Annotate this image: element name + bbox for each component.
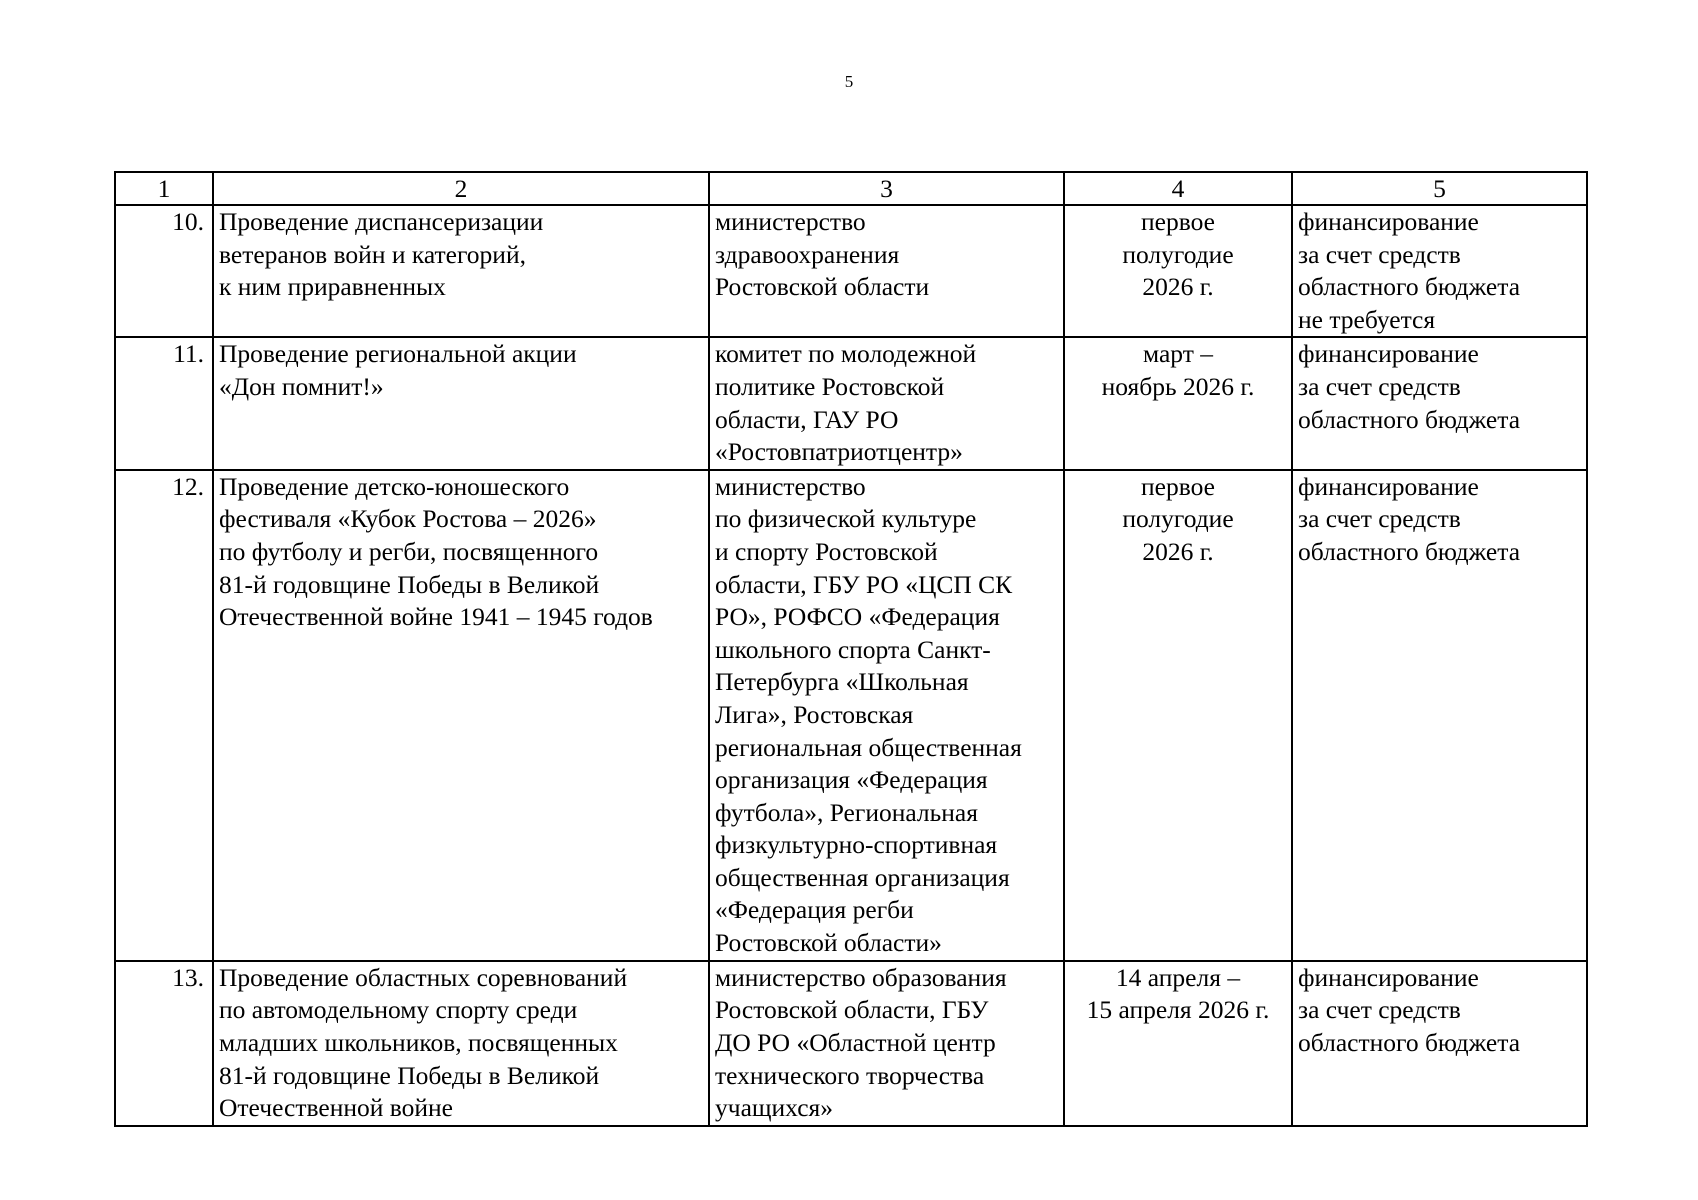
row-number: 10. <box>115 205 213 337</box>
row-number: 11. <box>115 337 213 469</box>
column-number-5: 5 <box>1292 172 1587 205</box>
table-row <box>115 470 1587 961</box>
table-row <box>115 205 1587 337</box>
column-number-2: 2 <box>213 172 709 205</box>
events-table <box>114 171 1588 1127</box>
responsible-cell: министерство по физической культуре и спорту Ростовской области, ГБУ РО «ЦСП СК РО», РОФСО «Федерация школьного спорта Санкт- Петербурга «Школьная Лига», Ростовская региональная общественная организация «Федерация футбола», Региональная физкультурно-спортивная общественная организация «Федерация регби Ростовской области» <box>709 470 1064 961</box>
column-number-row <box>115 172 1587 205</box>
column-number-4: 4 <box>1064 172 1292 205</box>
responsible-cell: комитет по молодежной политике Ростовской области, ГАУ РО «Ростовпатриотцентр» <box>709 337 1064 469</box>
period-cell: 14 апреля – 15 апреля 2026 г. <box>1064 961 1292 1126</box>
financing-cell: финансирование за счет средств областного бюджета <box>1292 337 1587 469</box>
event-cell: Проведение детско-юношеского фестиваля «Кубок Ростова – 2026» по футболу и регби, посвященного 81-й годовщине Победы в Великой Отечественной войне 1941 – 1945 годов <box>213 470 709 961</box>
event-cell: Проведение региональной акции «Дон помнит!» <box>213 337 709 469</box>
period-cell: первое полугодие 2026 г. <box>1064 470 1292 961</box>
column-number-3: 3 <box>709 172 1064 205</box>
period-cell: первое полугодие 2026 г. <box>1064 205 1292 337</box>
page-number: 5 <box>844 72 854 91</box>
financing-cell: финансирование за счет средств областного бюджета не требуется <box>1292 205 1587 337</box>
table-row <box>115 961 1587 1126</box>
table-row <box>115 337 1587 469</box>
column-number-1: 1 <box>115 172 213 205</box>
event-cell: Проведение областных соревнований по автомодельному спорту среди младших школьников, посвященных 81-й годовщине Победы в Великой Отечественной войне <box>213 961 709 1126</box>
financing-cell: финансирование за счет средств областного бюджета <box>1292 470 1587 961</box>
responsible-cell: министерство здравоохранения Ростовской области <box>709 205 1064 337</box>
row-number: 12. <box>115 470 213 961</box>
financing-cell: финансирование за счет средств областного бюджета <box>1292 961 1587 1126</box>
period-cell: март – ноябрь 2026 г. <box>1064 337 1292 469</box>
row-number: 13. <box>115 961 213 1126</box>
responsible-cell: министерство образования Ростовской области, ГБУ ДО РО «Областной центр технического творчества учащихся» <box>709 961 1064 1126</box>
event-cell: Проведение диспансеризации ветеранов войн и категорий, к ним приравненных <box>213 205 709 337</box>
